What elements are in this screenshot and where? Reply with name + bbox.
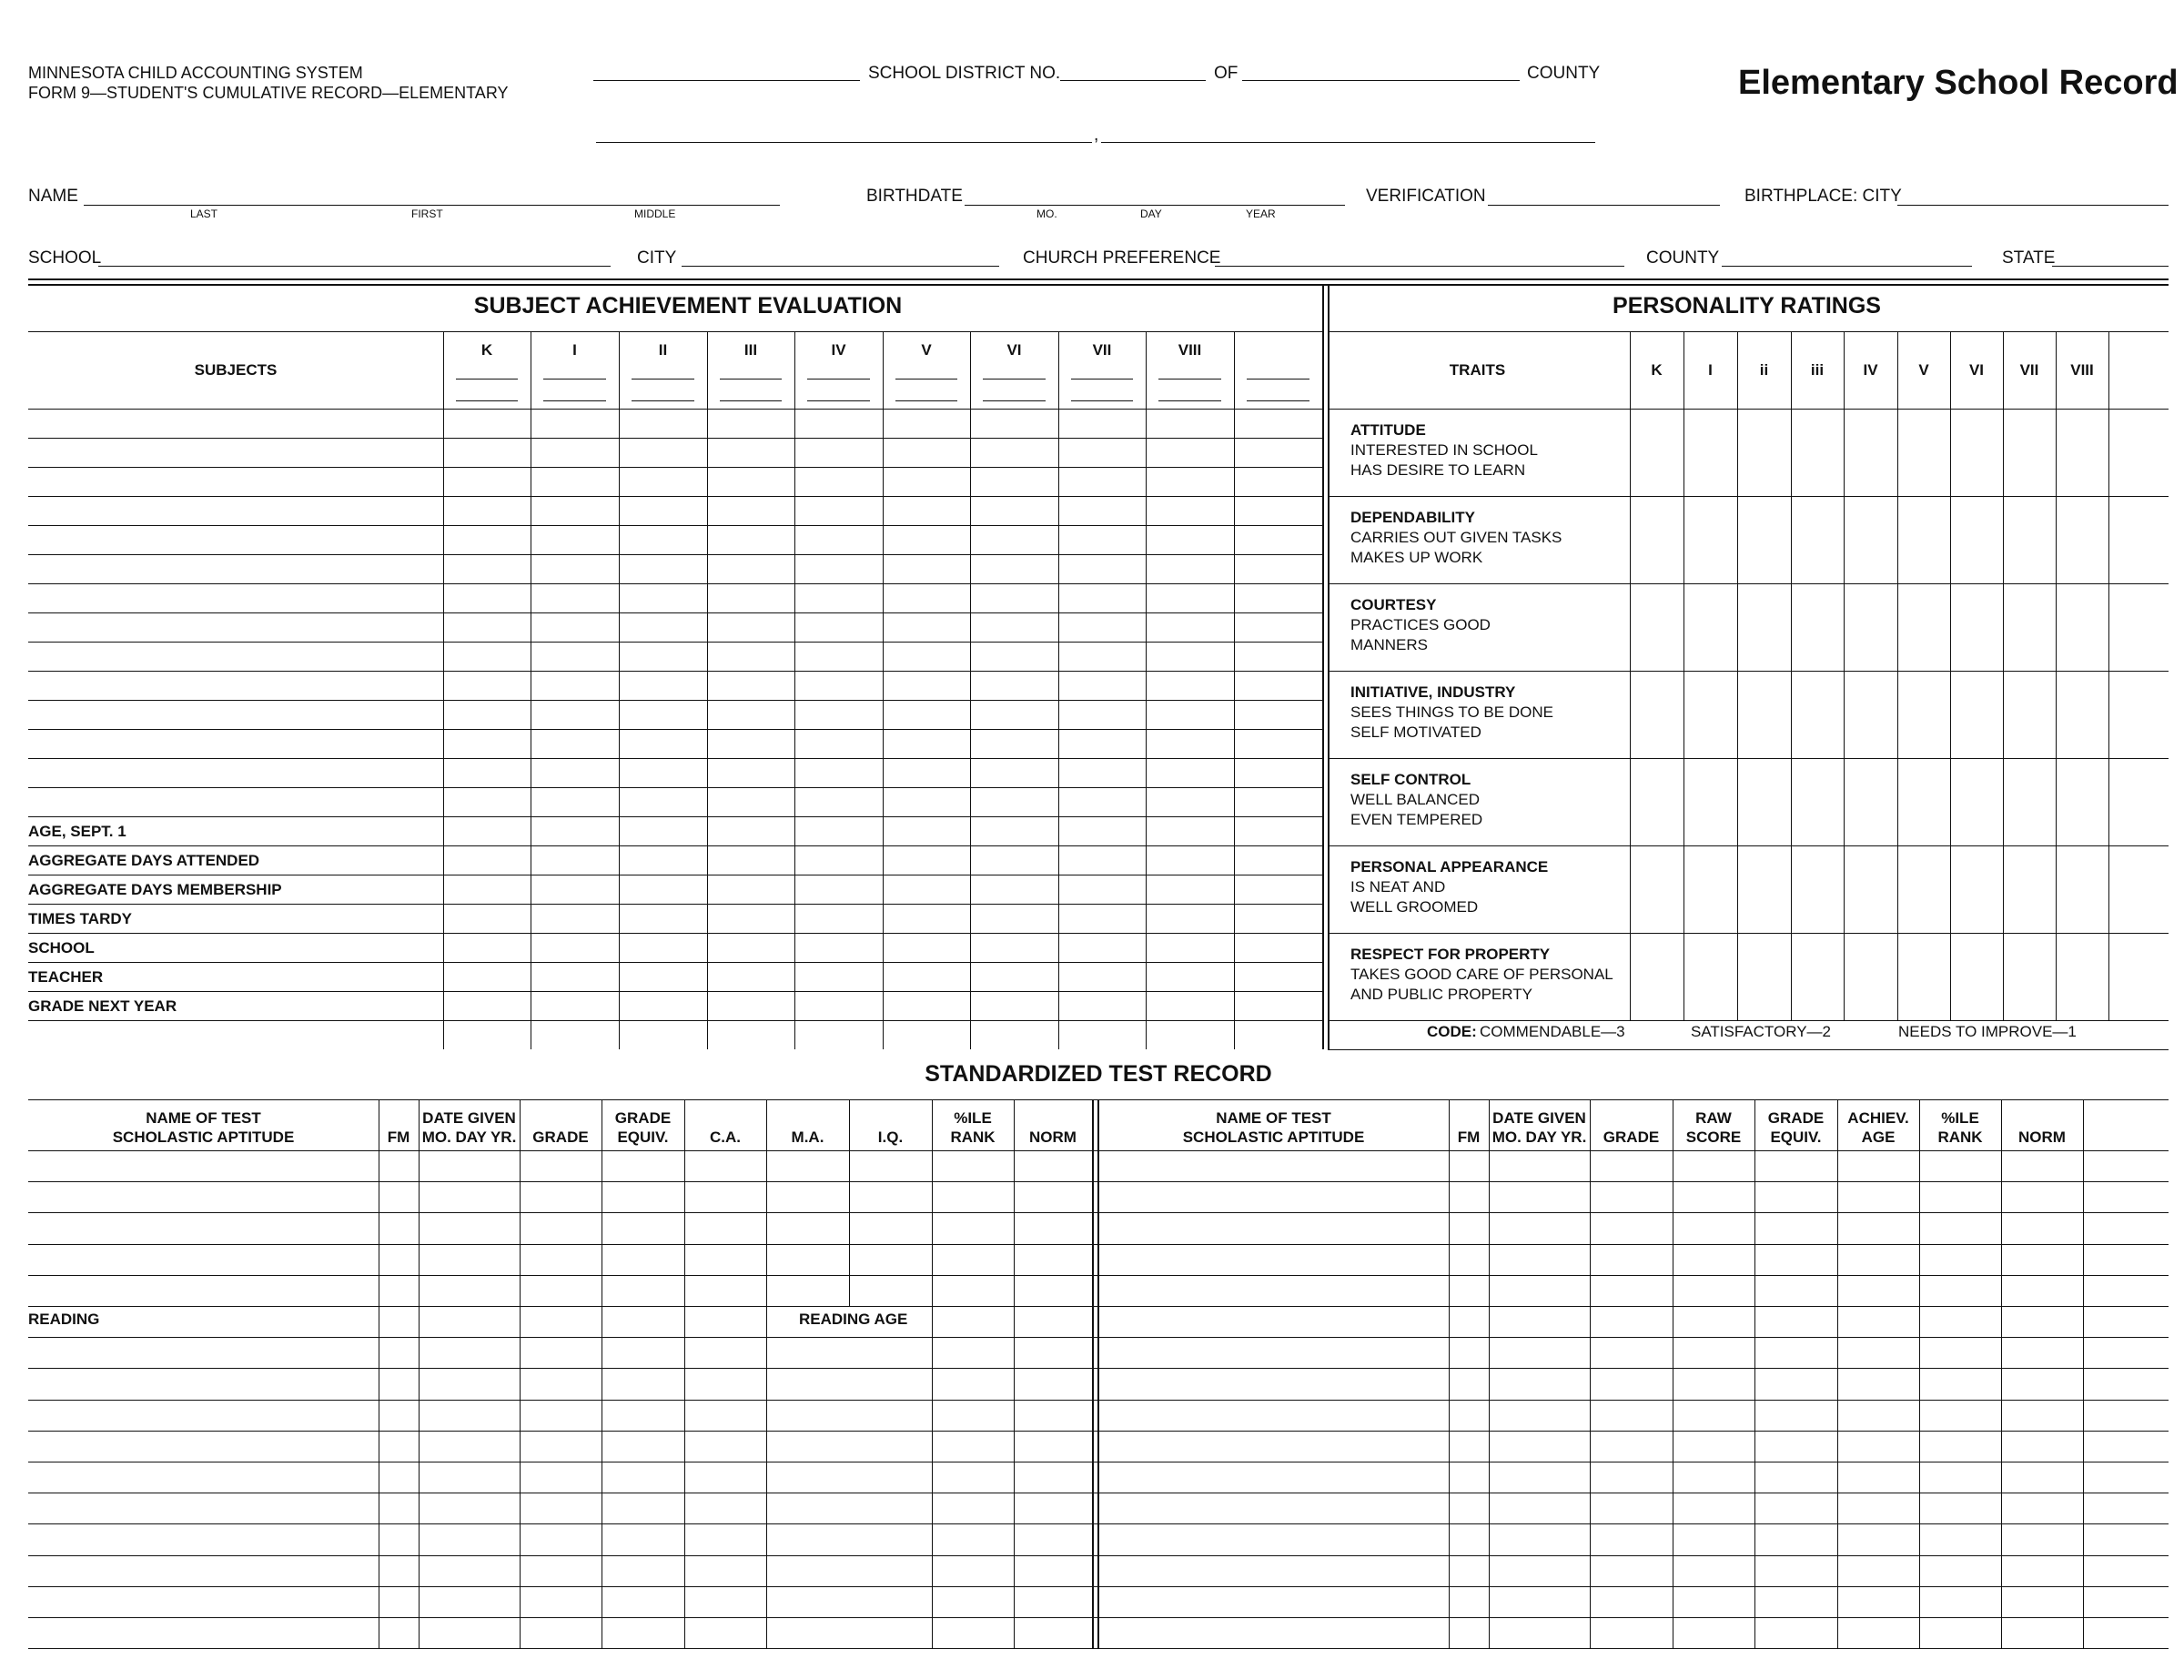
grade-year-line[interactable] [807, 379, 870, 380]
personality-column-rule [2056, 331, 2057, 1020]
grade-year-line[interactable] [543, 379, 606, 380]
code-commendable: COMMENDABLE—3 [1480, 1023, 1625, 1040]
test-column-header: DATE GIVEN MO. DAY YR. [1491, 1109, 1587, 1146]
trait-description: SELF MOTIVATED [1350, 724, 1481, 741]
test-record-title: STANDARDIZED TEST RECORD [925, 1061, 1272, 1087]
test-column-header: GRADE [1603, 1128, 1660, 1146]
trait-name: RESPECT FOR PROPERTY [1350, 946, 1551, 963]
of-label: OF [1214, 64, 1239, 83]
test-column-rule [766, 1099, 767, 1648]
trait-cell [1350, 945, 1623, 1005]
test-column-rule [1837, 1099, 1838, 1648]
section-divider-rule-2 [1328, 284, 1330, 1049]
trait-row-rule [1328, 845, 2169, 846]
grade-year-line[interactable] [807, 400, 870, 401]
grade-header: VI [1006, 341, 1022, 359]
grade-header: VII [1092, 341, 1112, 359]
achievement-row-rule [28, 962, 1322, 963]
achievement-row-rule [28, 816, 1322, 817]
grade-year-line[interactable] [1071, 400, 1133, 401]
name-middle-caption: MIDDLE [634, 207, 676, 220]
personality-grade-header: I [1708, 361, 1713, 379]
trait-cell [1350, 683, 1623, 743]
grade-header: VIII [1178, 341, 1202, 359]
state-label: STATE [2002, 248, 2056, 268]
summary-row-label: TEACHER [28, 968, 104, 986]
personality-column-rule [1950, 331, 1951, 1020]
grade-year-line[interactable] [983, 379, 1046, 380]
county-label: COUNTY [1646, 248, 1720, 268]
test-column-header: NORM [2018, 1128, 2066, 1146]
test-column-rule [1590, 1099, 1591, 1648]
trait-description: HAS DESIRE TO LEARN [1350, 461, 1526, 479]
test-column-rule [520, 1099, 521, 1648]
city-label: CITY [637, 248, 677, 268]
achievement-row-rule [28, 991, 1322, 992]
grade-header: III [743, 341, 758, 359]
achievement-row-rule [28, 845, 1322, 846]
subject-entry-cell[interactable] [28, 787, 443, 816]
subjects-header: SUBJECTS [194, 361, 278, 379]
birthdate-mo-caption: MO. [1036, 207, 1057, 220]
personality-grade-header: ii [1759, 361, 1769, 379]
summary-row-label: AGGREGATE DAYS MEMBERSHIP [28, 881, 282, 898]
grade-year-line[interactable] [983, 400, 1046, 401]
achievement-column-rule [1234, 331, 1235, 1049]
test-column-header: GRADE EQUIV. [1767, 1109, 1825, 1146]
subject-entry-cell[interactable] [28, 612, 443, 642]
subject-entry-cell[interactable] [28, 554, 443, 583]
grade-header: IV [831, 341, 846, 359]
page-title: Elementary School Record [1738, 64, 2179, 102]
grade-header: I [572, 341, 577, 359]
personality-grade-header: VI [1968, 361, 1985, 379]
test-divider-rule-2 [1097, 1099, 1099, 1648]
summary-row-label: AGE, SEPT. 1 [28, 823, 126, 840]
personality-bottom-rule [1328, 1049, 2169, 1050]
personality-column-rule [1844, 331, 1845, 1020]
subject-entry-cell[interactable] [28, 758, 443, 787]
personality-column-rule [1737, 331, 1738, 1020]
personality-grade-header: IV [1863, 361, 1878, 379]
subject-entry-cell[interactable] [28, 729, 443, 758]
grade-year-line[interactable] [1247, 379, 1309, 380]
trait-row-rule [1328, 496, 2169, 497]
test-column-rule [932, 1099, 933, 1648]
grade-year-line[interactable] [543, 400, 606, 401]
trait-description: MAKES UP WORK [1350, 549, 1483, 566]
test-divider-rule [1092, 1099, 1094, 1648]
trait-row-rule [1328, 583, 2169, 584]
trait-name: DEPENDABILITY [1350, 509, 1475, 526]
test-column-rule [1449, 1099, 1450, 1648]
name-field-line[interactable] [84, 205, 780, 206]
test-column-header: M.A. [791, 1128, 824, 1146]
achievement-row-rule [28, 933, 1322, 934]
trait-name: COURTESY [1350, 596, 1437, 613]
district-number-line[interactable] [1060, 80, 1206, 81]
trait-cell [1350, 770, 1623, 830]
test-column-header: ACHIEV. AGE [1847, 1109, 1909, 1146]
personality-column-rule [1630, 331, 1631, 1020]
subject-entry-cell[interactable] [28, 409, 443, 438]
trait-description: WELL BALANCED [1350, 791, 1481, 808]
reading-age-label: READING AGE [799, 1311, 908, 1328]
grade-year-line[interactable] [632, 379, 694, 380]
achievement-row-rule [28, 904, 1322, 905]
trait-name: PERSONAL APPEARANCE [1350, 858, 1549, 875]
test-column-header: NORM [1029, 1128, 1077, 1146]
city-field-line[interactable] [682, 266, 999, 267]
achievement-column-rule [443, 331, 444, 1049]
personality-column-rule [2003, 331, 2004, 1020]
test-column-header: DATE GIVEN MO. DAY YR. [421, 1109, 517, 1146]
grade-year-line[interactable] [895, 400, 957, 401]
subject-entry-cell[interactable] [28, 496, 443, 525]
verification-label: VERIFICATION [1366, 187, 1486, 206]
grade-year-line[interactable] [632, 400, 694, 401]
school-field-line[interactable] [98, 266, 611, 267]
trait-description: IS NEAT AND [1350, 878, 1446, 896]
trait-row-rule [1328, 758, 2169, 759]
address-line-2[interactable] [1101, 142, 1595, 143]
achievement-column-rule [883, 331, 884, 1049]
personality-grade-header: V [1918, 361, 1929, 379]
personality-header-top-rule [1328, 331, 2169, 332]
achievement-column-rule [1146, 331, 1147, 1049]
top-rule-2 [28, 284, 2169, 286]
test-column-rule [1754, 1099, 1755, 1648]
address-comma: , [1094, 126, 1099, 145]
summary-row-label: AGGREGATE DAYS ATTENDED [28, 852, 260, 869]
test-column-rule [2083, 1099, 2084, 1648]
reading-label: READING [28, 1311, 100, 1328]
personality-column-rule [2108, 331, 2109, 1020]
personality-grade-header: K [1651, 361, 1663, 379]
verification-field-line[interactable] [1488, 205, 1720, 206]
church-field-line[interactable] [1215, 266, 1624, 267]
trait-name: SELF CONTROL [1350, 771, 1471, 788]
trait-cell [1350, 420, 1623, 481]
test-column-rule [684, 1099, 685, 1648]
trait-cell [1350, 508, 1623, 568]
birthplace-field-line[interactable] [1897, 205, 2169, 206]
grade-header: V [921, 341, 932, 359]
trait-description: TAKES GOOD CARE OF PERSONAL [1350, 966, 1613, 983]
code-satisfactory: SATISFACTORY—2 [1691, 1023, 1831, 1040]
birthdate-year-caption: YEAR [1246, 207, 1276, 220]
top-rule [28, 278, 2169, 280]
grade-header: II [658, 341, 668, 359]
personality-header-bottom-rule [1328, 409, 2169, 410]
trait-row-rule [1328, 1020, 2169, 1021]
subject-entry-cell[interactable] [28, 467, 443, 496]
state-field-line[interactable] [2052, 266, 2169, 267]
county-header-label: COUNTY [1527, 64, 1601, 83]
test-column-rule [1489, 1099, 1490, 1648]
grade-year-line[interactable] [456, 400, 518, 401]
test-column-header: C.A. [710, 1128, 741, 1146]
system-name: MINNESOTA CHILD ACCOUNTING SYSTEM [28, 64, 363, 82]
grade-header: K [480, 341, 493, 359]
personality-grade-header: iii [1810, 361, 1825, 379]
test-row-rule [28, 1648, 2169, 1649]
personality-column-rule [1897, 331, 1898, 1020]
code-needs-improve: NEEDS TO IMPROVE—1 [1898, 1023, 2077, 1040]
grade-year-line[interactable] [1158, 400, 1221, 401]
test-column-header: FM [387, 1128, 410, 1146]
test-column-header: %ILE RANK [950, 1109, 996, 1146]
personality-grade-header: VIII [2070, 361, 2094, 379]
subject-entry-cell[interactable] [28, 583, 443, 612]
district-name-line[interactable] [593, 80, 860, 81]
subject-entry-cell[interactable] [28, 642, 443, 671]
test-column-header: FM [1457, 1128, 1481, 1146]
grade-year-line[interactable] [720, 379, 782, 380]
personality-title: PERSONALITY RATINGS [1613, 293, 1881, 319]
subject-entry-cell[interactable] [28, 700, 443, 729]
achievement-column-rule [619, 331, 620, 1049]
grade-year-line[interactable] [456, 379, 518, 380]
trait-row-rule [1328, 933, 2169, 934]
test-column-header: GRADE EQUIV. [614, 1109, 672, 1146]
name-first-caption: FIRST [411, 207, 443, 220]
achievement-header-top-rule [28, 331, 1322, 332]
trait-description: WELL GROOMED [1350, 898, 1479, 916]
birthdate-label: BIRTHDATE [866, 187, 963, 206]
district-label: SCHOOL DISTRICT NO. [868, 64, 1061, 83]
grade-year-line[interactable] [1071, 379, 1133, 380]
trait-description: PRACTICES GOOD [1350, 616, 1491, 633]
grade-year-line[interactable] [895, 379, 957, 380]
test-column-rule [1919, 1099, 1920, 1648]
trait-description: INTERESTED IN SCHOOL [1350, 441, 1538, 459]
form-name: FORM 9—STUDENT'S CUMULATIVE RECORD—ELEMENTARY [28, 84, 509, 102]
grade-year-line[interactable] [1247, 400, 1309, 401]
subject-entry-cell[interactable] [28, 671, 443, 700]
test-column-rule [1014, 1099, 1015, 1648]
achievement-column-rule [1058, 331, 1059, 1049]
county-field-line[interactable] [1722, 266, 1972, 267]
name-last-caption: LAST [190, 207, 218, 220]
test-column-rule [2001, 1099, 2002, 1648]
subject-entry-cell[interactable] [28, 438, 443, 467]
trait-row-rule [1328, 671, 2169, 672]
achievement-title: SUBJECT ACHIEVEMENT EVALUATION [473, 293, 903, 319]
test-column-header: %ILE RANK [1937, 1109, 1983, 1146]
test-column-header: I.Q. [877, 1128, 904, 1146]
church-label: CHURCH PREFERENCE [1023, 248, 1221, 268]
trait-cell [1350, 857, 1623, 917]
test-column-header: NAME OF TEST SCHOLASTIC APTITUDE [112, 1109, 295, 1146]
summary-row-label: TIMES TARDY [28, 910, 132, 927]
summary-row-label: GRADE NEXT YEAR [28, 997, 177, 1015]
traits-header: TRAITS [1449, 361, 1506, 379]
grade-year-line[interactable] [1158, 379, 1221, 380]
trait-description: SEES THINGS TO BE DONE [1350, 703, 1553, 721]
trait-description: MANNERS [1350, 636, 1429, 653]
trait-name: ATTITUDE [1350, 421, 1426, 439]
achievement-row-rule [28, 1020, 1322, 1021]
birthplace-label: BIRTHPLACE: CITY [1744, 187, 1902, 206]
achievement-column-rule [970, 331, 971, 1049]
address-line-1[interactable] [596, 142, 1092, 143]
grade-year-line[interactable] [720, 400, 782, 401]
achievement-column-rule [707, 331, 708, 1049]
achievement-column-rule [794, 331, 795, 1049]
subject-entry-cell[interactable] [28, 525, 443, 554]
trait-name: INITIATIVE, INDUSTRY [1350, 683, 1516, 701]
birthdate-field-line[interactable] [965, 205, 1345, 206]
trait-description: CARRIES OUT GIVEN TASKS [1350, 529, 1562, 546]
trait-cell [1350, 595, 1623, 655]
county-name-line[interactable] [1242, 80, 1520, 81]
trait-description: EVEN TEMPERED [1350, 811, 1483, 828]
code-label: CODE: [1427, 1023, 1477, 1040]
section-divider-rule [1322, 284, 1324, 1049]
school-label: SCHOOL [28, 248, 102, 268]
trait-description: AND PUBLIC PROPERTY [1350, 986, 1532, 1003]
test-column-header: NAME OF TEST SCHOLASTIC APTITUDE [1182, 1109, 1365, 1146]
name-label: NAME [28, 187, 78, 206]
personality-grade-header: VII [2019, 361, 2039, 379]
birthdate-day-caption: DAY [1140, 207, 1162, 220]
personality-column-rule [1791, 331, 1792, 1020]
test-column-header: RAW SCORE [1685, 1109, 1742, 1146]
summary-row-label: SCHOOL [28, 939, 95, 956]
test-column-header: GRADE [532, 1128, 589, 1146]
test-column-rule [419, 1099, 420, 1648]
